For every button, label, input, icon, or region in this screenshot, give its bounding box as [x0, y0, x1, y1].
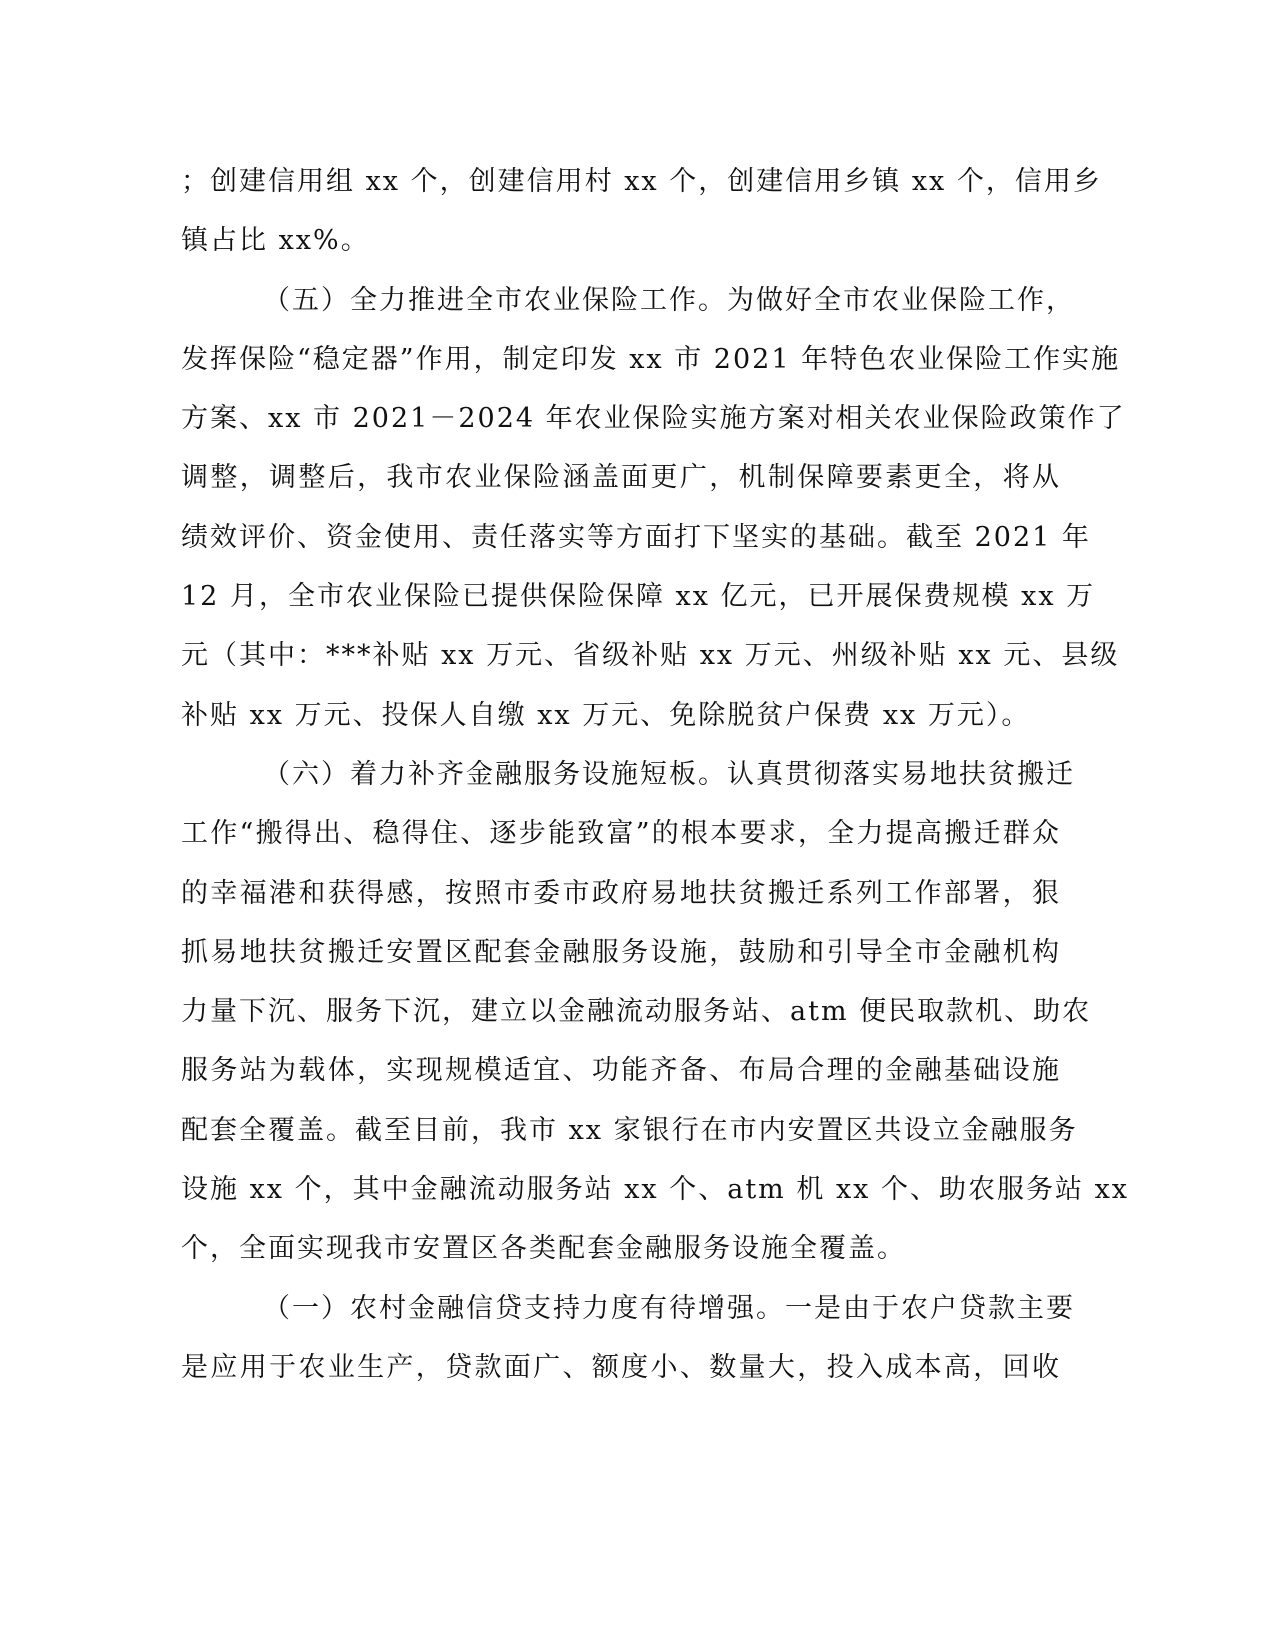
text-line: 绩效评价、资金使用、责任落实等方面打下坚实的基础。截至 2021 年	[181, 521, 1091, 553]
body-text	[181, 160, 1130, 1405]
text-line: 是应用于农业生产，贷款面广、额度小、数量大，投入成本高，回收	[181, 1351, 1061, 1383]
text-line: 力量下沉、服务下沉，建立以金融流动服务站、atm 便民取款机、助农	[181, 996, 1092, 1028]
text-line: （五）全力推进全市农业保险工作。为做好全市农业保险工作，	[263, 284, 1075, 316]
text-line: 元（其中：***补贴 xx 万元、省级补贴 xx 万元、州级补贴 xx 元、县级	[181, 640, 1120, 672]
text-line: 设施 xx 个，其中金融流动服务站 xx 个、atm 机 xx 个、助农服务站 xx	[181, 1174, 1130, 1206]
text-line: 发挥保险“稳定器”作用，制定印发 xx 市 2021 年特色农业保险工作实施	[181, 343, 1121, 375]
text-line: 12 月，全市农业保险已提供保险保障 xx 亿元，已开展保费规模 xx 万	[181, 581, 1096, 613]
text-line: 镇占比 xx%。	[181, 225, 370, 257]
text-line: 的幸福港和获得感，按照市委市政府易地扶贫搬迁系列工作部署，狠	[181, 877, 1061, 909]
text-line: 调整，调整后，我市农业保险涵盖面更广，机制保障要素更全，将从	[181, 462, 1061, 494]
text-line: 配套全覆盖。截至目前，我市 xx 家银行在市内安置区共设立金融服务	[181, 1114, 1078, 1146]
text-line: 工作“搬得出、稳得住、逐步能致富”的根本要求，全力提高搬迁群众	[181, 818, 1061, 850]
text-line: ；创建信用组 xx 个，创建信用村 xx 个，创建信用乡镇 xx 个，信用乡	[181, 166, 1102, 197]
text-line: 抓易地扶贫搬迁安置区配套金融服务设施，鼓励和引导全市金融机构	[181, 936, 1061, 968]
text-line: 服务站为载体，实现规模适宜、功能齐备、布局合理的金融基础设施	[181, 1055, 1061, 1087]
text-line: 个，全面实现我市安置区各类配套金融服务设施全覆盖。	[181, 1233, 906, 1265]
text-line: （一）农村金融信贷支持力度有待增强。一是由于农户贷款主要	[263, 1292, 1075, 1324]
text-line: 补贴 xx 万元、投保人自缴 xx 万元、免除脱贫户保费 xx 万元）。	[181, 699, 1031, 731]
text-line: 方案、xx 市 2021－2024 年农业保险实施方案对相关农业保险政策作了	[181, 403, 1126, 435]
text-line: （六）着力补齐金融服务设施短板。认真贯彻落实易地扶贫搬迁	[263, 758, 1075, 790]
